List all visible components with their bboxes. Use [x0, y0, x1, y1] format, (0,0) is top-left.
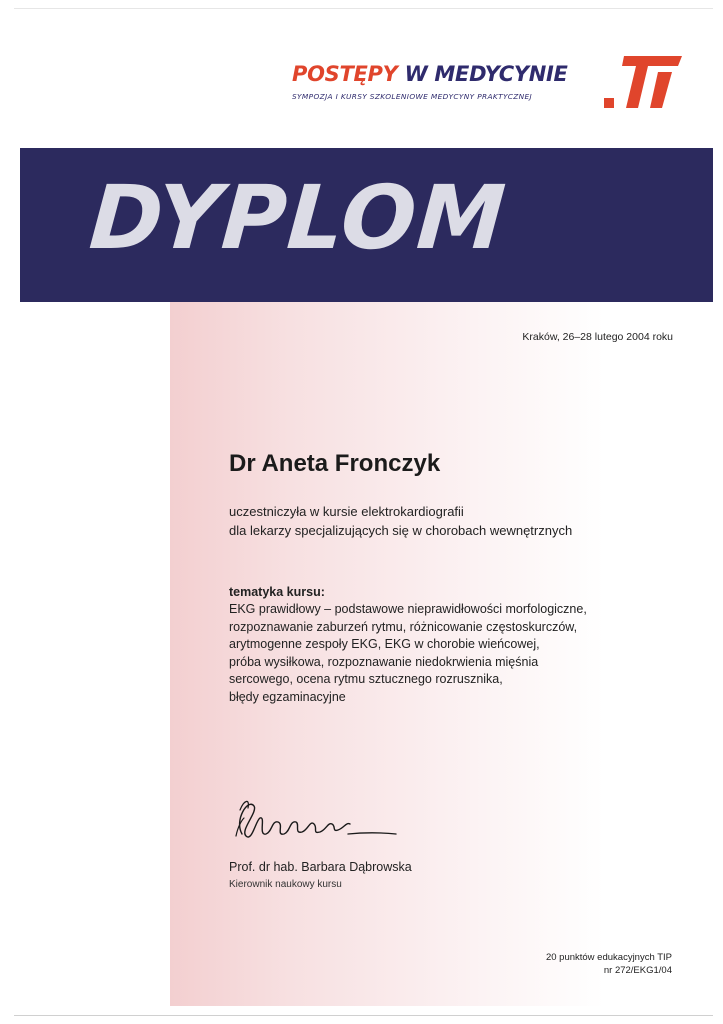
signer-role: Kierownik naukowy kursu [229, 879, 342, 890]
brand-title [292, 62, 592, 86]
signer-name: Prof. dr hab. Barbara Dąbrowska [229, 860, 412, 874]
topic-line: rozpoznawanie zaburzeń rytmu, różnicowanie częstoskurczów, [229, 619, 578, 634]
topics-heading: tematyka kursu: [229, 585, 325, 599]
points-number: nr 272/EKG1/04 [603, 965, 672, 976]
topic-line: arytmogenne zespoły EKG, EKG w chorobie wieńcowej, [229, 637, 540, 652]
points-line: 20 punktów edukacyjnych TIP [545, 952, 672, 963]
topics-list [229, 601, 587, 707]
mp-logo-icon [598, 54, 682, 110]
brand-title-part2: W MEDYCYNIE [404, 62, 568, 86]
brand-subtitle: SYMPOZJA I KURSY SZKOLENIOWE MEDYCYNY PRAKTYCZNEJ [292, 92, 533, 101]
description-line: dla lekarzy specjalizujących się w chorobach wewnętrznych [229, 523, 573, 538]
topic-line: błędy egzaminacyjne [229, 689, 346, 704]
recipient-name: Dr Aneta Fronczyk [229, 450, 441, 477]
place-date: Kraków, 26–28 lutego 2004 roku [522, 331, 673, 343]
description-line: uczestniczyła w kursie elektrokardiografii [229, 504, 464, 519]
handwritten-signature [228, 790, 398, 850]
topic-line: EKG prawidłowy – podstawowe nieprawidłowości morfologiczne, [229, 602, 587, 616]
education-points [546, 951, 672, 977]
topic-line: sercowego, ocena rytmu sztucznego rozrusznika, [229, 672, 503, 687]
brand-header [292, 62, 592, 118]
course-description [229, 502, 572, 540]
diploma-title: DYPLOM [86, 166, 510, 269]
title-banner [20, 148, 713, 302]
brand-title-part1: POSTĘPY [292, 62, 398, 86]
topic-line: próba wysiłkowa, rozpoznawanie niedokrwienia mięśnia [229, 654, 539, 669]
